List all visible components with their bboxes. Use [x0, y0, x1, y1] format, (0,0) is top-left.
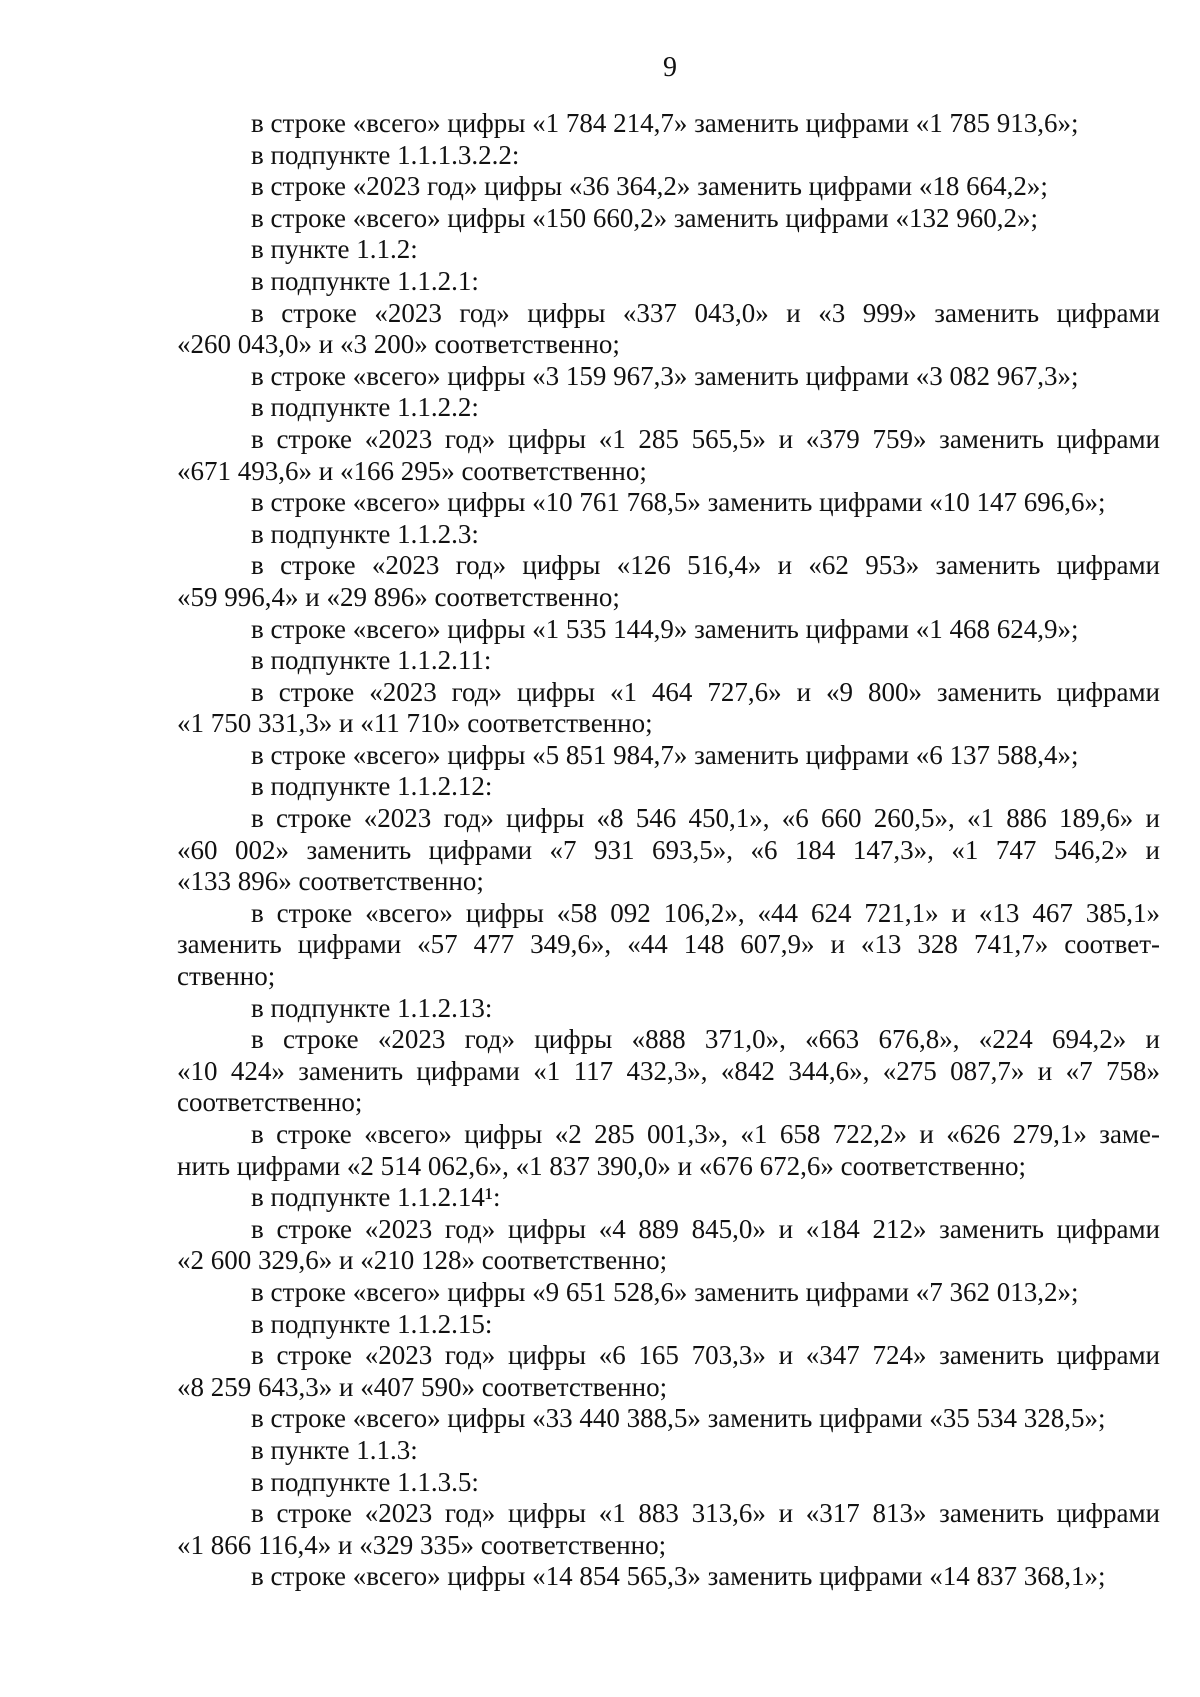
text-line: «260 043,0» и «3 200» соответственно; — [177, 329, 620, 360]
text-line: в строке «2023 год» цифры «4 889 845,0» и «184 212» заменить цифрами — [251, 1213, 1160, 1244]
text-line: в строке «всего» цифры «58 092 106,2», «44 624 721,1» и «13 467 385,1» — [251, 897, 1160, 928]
text-line: в подпункте 1.1.2.14¹: — [251, 1182, 501, 1213]
text-line: «8 259 643,3» и «407 590» соответственно; — [177, 1371, 668, 1402]
text-line: в строке «2023 год» цифры «337 043,0» и «3 999» заменить цифрами — [251, 297, 1160, 328]
text-line: в подпункте 1.1.2.12: — [251, 771, 493, 802]
text-line: в строке «2023 год» цифры «1 883 313,6» и «317 813» заменить цифрами — [251, 1498, 1160, 1529]
page-number: 9 — [663, 52, 677, 83]
text-line: «1 866 116,4» и «329 335» соответственно; — [177, 1529, 667, 1560]
text-line: в строке «всего» цифры «5 851 984,7» заменить цифрами «6 137 588,4»; — [251, 739, 1079, 770]
text-line: в подпункте 1.1.2.2: — [251, 392, 479, 423]
text-line: в строке «2023 год» цифры «126 516,4» и «62 953» заменить цифрами — [251, 550, 1160, 581]
text-line: в строке «2023 год» цифры «6 165 703,3» и «347 724» заменить цифрами — [251, 1340, 1160, 1371]
text-line: в подпункте 1.1.2.15: — [251, 1308, 493, 1339]
text-line: в строке «всего» цифры «2 285 001,3», «1 658 722,2» и «626 279,1» заме- — [251, 1119, 1160, 1149]
text-line: в строке «всего» цифры «1 535 144,9» заменить цифрами «1 468 624,9»; — [251, 613, 1079, 644]
text-line: в подпункте 1.1.2.13: — [251, 992, 493, 1023]
text-line: в строке «всего» цифры «9 651 528,6» заменить цифрами «7 362 013,2»; — [251, 1276, 1079, 1307]
text-line: в пункте 1.1.2: — [251, 234, 418, 265]
text-line: в подпункте 1.1.2.11: — [251, 645, 492, 676]
text-line: в строке «всего» цифры «14 854 565,3» заменить цифрами «14 837 368,1»; — [251, 1561, 1106, 1592]
text-line: «1 750 331,3» и «11 710» соответственно; — [177, 708, 653, 739]
text-line: в строке «всего» цифры «1 784 214,7» заменить цифрами «1 785 913,6»; — [251, 108, 1079, 138]
text-line: «60 002» заменить цифрами «7 931 693,5», «6 184 147,3», «1 747 546,2» и — [177, 834, 1160, 865]
text-line: в строке «всего» цифры «33 440 388,5» заменить цифрами «35 534 328,5»; — [251, 1403, 1106, 1434]
text-line: в строке «2023 год» цифры «888 371,0», «663 676,8», «224 694,2» и — [251, 1024, 1160, 1055]
text-line: в подпункте 1.1.2.1: — [251, 265, 479, 296]
text-line: в строке «2023 год» цифры «8 546 450,1», «6 660 260,5», «1 886 189,6» и — [251, 803, 1160, 834]
text-line: «59 996,4» и «29 896» соответственно; — [177, 581, 620, 612]
text-line: в строке «всего» цифры «3 159 967,3» заменить цифрами «3 082 967,3»; — [251, 360, 1079, 391]
text-line: в строке «2023 год» цифры «36 364,2» заменить цифрами «18 664,2»; — [251, 171, 1048, 202]
text-line: «10 424» заменить цифрами «1 117 432,3», «842 344,6», «275 087,7» и «7 758» — [177, 1055, 1160, 1086]
text-line: «2 600 329,6» и «210 128» соответственно; — [177, 1245, 668, 1276]
text-line: заменить цифрами «57 477 349,6», «44 148 607,9» и «13 328 741,7» соответ- — [177, 929, 1160, 960]
text-line: в строке «всего» цифры «150 660,2» заменить цифрами «132 960,2»; — [251, 202, 1039, 233]
text-line: в подпункте 1.1.1.3.2.2: — [251, 139, 520, 170]
text-line: ственно; — [177, 961, 276, 992]
text-line: соответственно; — [177, 1087, 363, 1118]
text-line: в строке «всего» цифры «10 761 768,5» заменить цифрами «10 147 696,6»; — [251, 487, 1106, 518]
text-line: «671 493,6» и «166 295» соответственно; — [177, 455, 647, 486]
text-line: в строке «2023 год» цифры «1 285 565,5» и «379 759» заменить цифрами — [251, 423, 1160, 454]
text-line: в строке «2023 год» цифры «1 464 727,6» и «9 800» заменить цифрами — [251, 676, 1160, 707]
text-line: в подпункте 1.1.3.5: — [251, 1466, 479, 1497]
text-line: «133 896» соответственно; — [177, 866, 484, 897]
text-line: в подпункте 1.1.2.3: — [251, 518, 479, 549]
text-line: в пункте 1.1.3: — [251, 1434, 418, 1465]
text-line: нить цифрами «2 514 062,6», «1 837 390,0» и «676 672,6» соответственно; — [177, 1150, 1027, 1181]
document-body — [177, 108, 1160, 1593]
